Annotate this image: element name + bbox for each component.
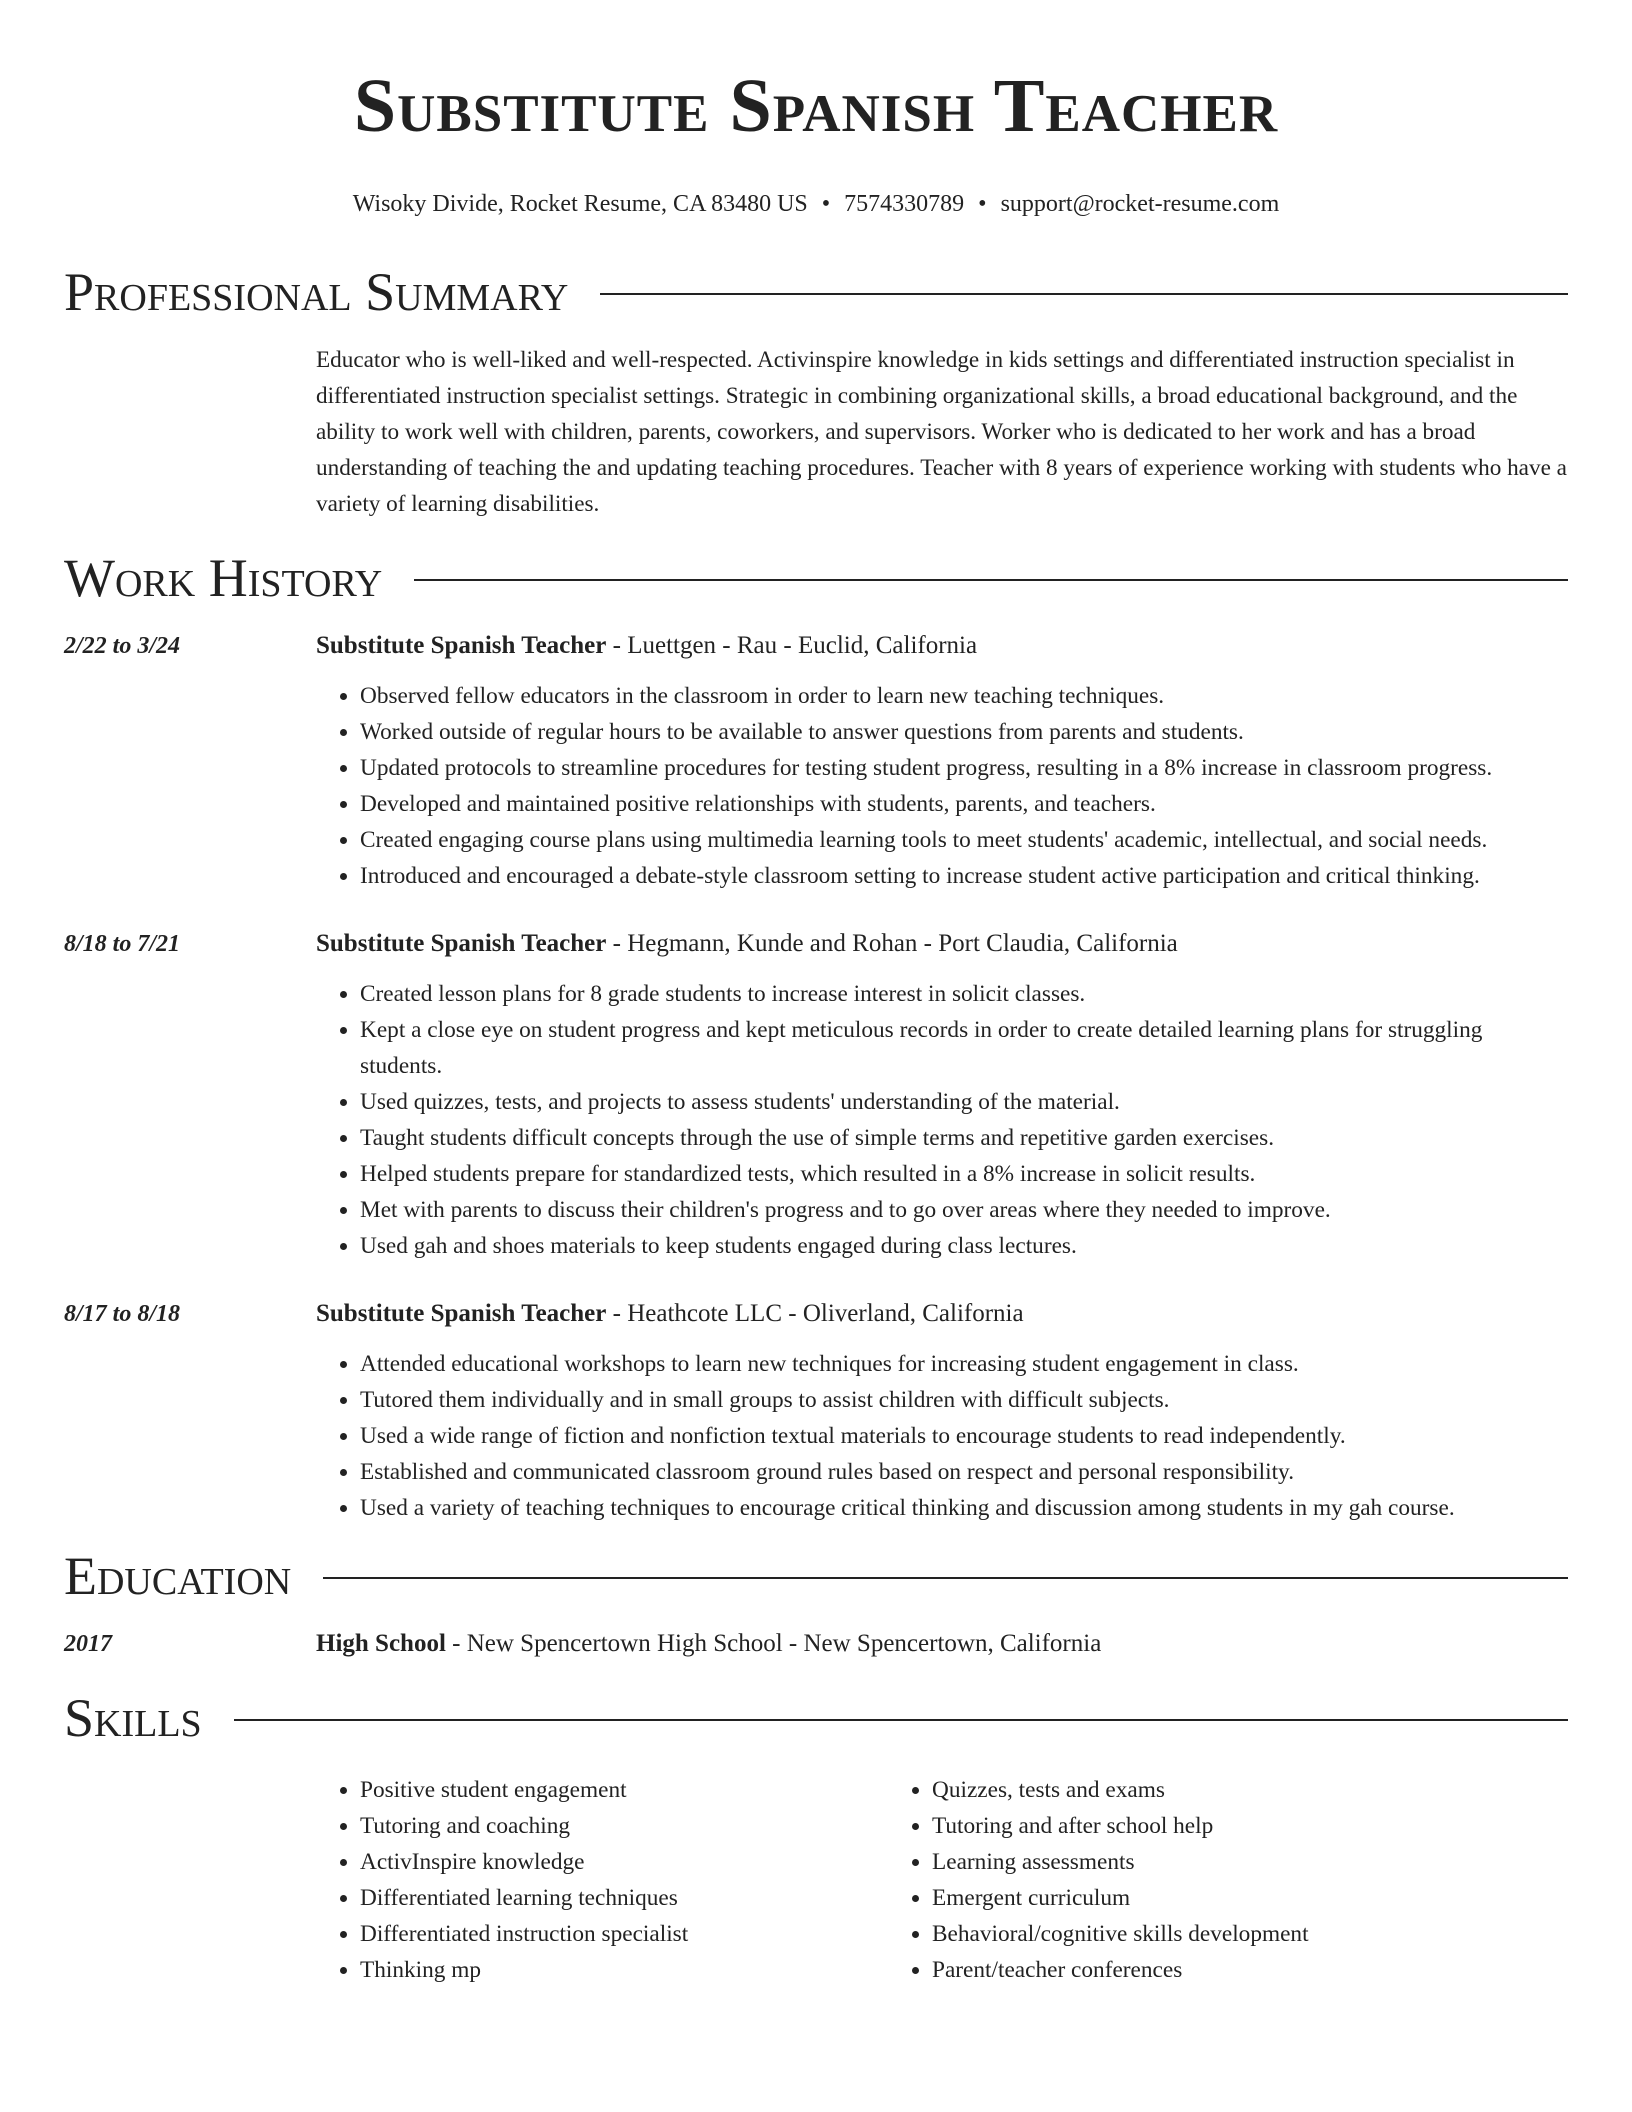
skills-section-header — [64, 1682, 1568, 1754]
section-divider — [323, 1577, 1568, 1579]
skill-item: • Tutoring and coaching — [360, 1808, 888, 1844]
job-bullets — [316, 678, 1568, 894]
job-entry — [64, 628, 1568, 894]
job-entry — [64, 926, 1568, 1264]
education-section-title: Education — [64, 1546, 292, 1606]
job-entry — [64, 1296, 1568, 1526]
list-item: • Tutored them individually and in small groups to assist children with difficult subjects. — [360, 1382, 1568, 1418]
list-item: • Updated protocols to streamline procedures for testing student progress, resulting in a 8% increase in classroom progress. — [360, 750, 1568, 786]
section-divider — [414, 579, 1568, 581]
job-body — [316, 1296, 1568, 1526]
education-body — [316, 1626, 1568, 1662]
job-dates: 8/17 to 8/18 — [64, 1301, 181, 1327]
job-employer: - Heathcote LLC - Oliverland, California — [606, 1300, 1024, 1327]
education-year: 2017 — [64, 1631, 112, 1657]
list-item: • Used quizzes, tests, and projects to assess students' understanding of the material. — [360, 1084, 1568, 1120]
list-item: • Created lesson plans for 8 grade students to increase interest in solicit classes. — [360, 976, 1568, 1012]
list-item: • Used a variety of teaching techniques to encourage critical thinking and discussion among students in my gah course. — [360, 1490, 1568, 1526]
list-item: • Met with parents to discuss their children's progress and to go over areas where they needed to improve. — [360, 1192, 1568, 1228]
job-bullets — [316, 1346, 1568, 1526]
education-section-header — [64, 1540, 1568, 1612]
job-title: Substitute Spanish Teacher — [316, 930, 607, 957]
job-dates: 8/18 to 7/21 — [64, 931, 181, 957]
list-item: • Observed fellow educators in the classroom in order to learn new teaching techniques. — [360, 678, 1568, 714]
skill-item: • Thinking mp — [360, 1952, 888, 1988]
job-dates: 2/22 to 3/24 — [64, 633, 181, 659]
contact-line — [64, 188, 1568, 220]
education-school: - New Spencertown High School - New Spencertown, California — [445, 1630, 1102, 1657]
skill-item: • Parent/teacher conferences — [932, 1952, 1460, 1988]
skills-column-right — [888, 1772, 1460, 1988]
job-heading — [316, 926, 1568, 962]
skill-item: • Learning assessments — [932, 1844, 1460, 1880]
job-employer: - Hegmann, Kunde and Rohan - Port Claudia, California — [606, 930, 1178, 957]
list-item: • Developed and maintained positive relationships with students, parents, and teachers. — [360, 786, 1568, 822]
skills-list — [316, 1772, 1568, 1988]
contact-separator: • — [978, 191, 987, 217]
job-title: Substitute Spanish Teacher — [316, 1300, 607, 1327]
education-degree: High School — [316, 1630, 446, 1657]
list-item: • Established and communicated classroom ground rules based on respect and personal responsibility. — [360, 1454, 1568, 1490]
skills-section-title: Skills — [64, 1688, 202, 1748]
job-employer: - Luettgen - Rau - Euclid, California — [606, 632, 978, 659]
list-item: • Used gah and shoes materials to keep students engaged during class lectures. — [360, 1228, 1568, 1264]
job-heading — [316, 1296, 1568, 1332]
job-title: Substitute Spanish Teacher — [316, 632, 607, 659]
education-entry — [64, 1626, 1568, 1662]
job-body — [316, 628, 1568, 894]
contact-address: Wisoky Divide, Rocket Resume, CA 83480 US — [352, 191, 808, 217]
skill-item: • ActivInspire knowledge — [360, 1844, 888, 1880]
list-item: • Used a wide range of fiction and nonfiction textual materials to encourage students to read independently. — [360, 1418, 1568, 1454]
skill-item: • Emergent curriculum — [932, 1880, 1460, 1916]
summary-section-header — [64, 256, 1568, 328]
summary-section-title: Professional Summary — [64, 262, 569, 322]
skill-item: • Behavioral/cognitive skills development — [932, 1916, 1460, 1952]
skills-column-left — [316, 1772, 888, 1988]
list-item: • Taught students difficult concepts through the use of simple terms and repetitive garden exercises. — [360, 1120, 1568, 1156]
section-divider — [234, 1719, 1568, 1721]
job-heading — [316, 628, 1568, 664]
contact-email: support@rocket-resume.com — [1000, 191, 1280, 217]
resume-name: Substitute Spanish Teacher — [353, 64, 1279, 148]
job-body — [316, 926, 1568, 1264]
list-item: • Attended educational workshops to learn new techniques for increasing student engagement in class. — [360, 1346, 1568, 1382]
education-heading — [316, 1626, 1568, 1662]
skill-item: • Tutoring and after school help — [932, 1808, 1460, 1844]
job-bullets — [316, 976, 1568, 1264]
list-item: • Introduced and encouraged a debate-style classroom setting to increase student active participation and critical thinking. — [360, 858, 1568, 894]
skill-item: • Quizzes, tests and exams — [932, 1772, 1460, 1808]
contact-separator: • — [821, 191, 831, 217]
contact-phone: 7574330789 — [844, 191, 965, 217]
section-divider — [600, 293, 1568, 295]
list-item: • Created engaging course plans using multimedia learning tools to meet students' academic, intellectual, and social needs. — [360, 822, 1568, 858]
skill-item: • Positive student engagement — [360, 1772, 888, 1808]
list-item: • Helped students prepare for standardized tests, which resulted in a 8% increase in solicit results. — [360, 1156, 1568, 1192]
work-section-header — [64, 542, 1568, 614]
skill-item: • Differentiated learning techniques — [360, 1880, 888, 1916]
work-section-title: Work History — [64, 548, 383, 608]
skill-item: • Differentiated instruction specialist — [360, 1916, 888, 1952]
list-item: • Kept a close eye on student progress and kept meticulous records in order to create detailed learning plans for struggling students. — [360, 1012, 1568, 1084]
list-item: • Worked outside of regular hours to be available to answer questions from parents and students. — [360, 714, 1568, 750]
summary-text: Educator who is well-liked and well-respected. Activinspire knowledge in kids settings and differentiated instruction specialist in differentiated instruction specialist settings. Strategic in combining organizational skills, a broad educational background, and the ability to work well with children, parents, coworkers, and supervisors. Worker who is dedicated to her work and has a broad understanding of teaching the and updating teaching procedures. Teacher with 8 years of experience working with students who have a variety of learning disabilities. — [316, 347, 1567, 517]
